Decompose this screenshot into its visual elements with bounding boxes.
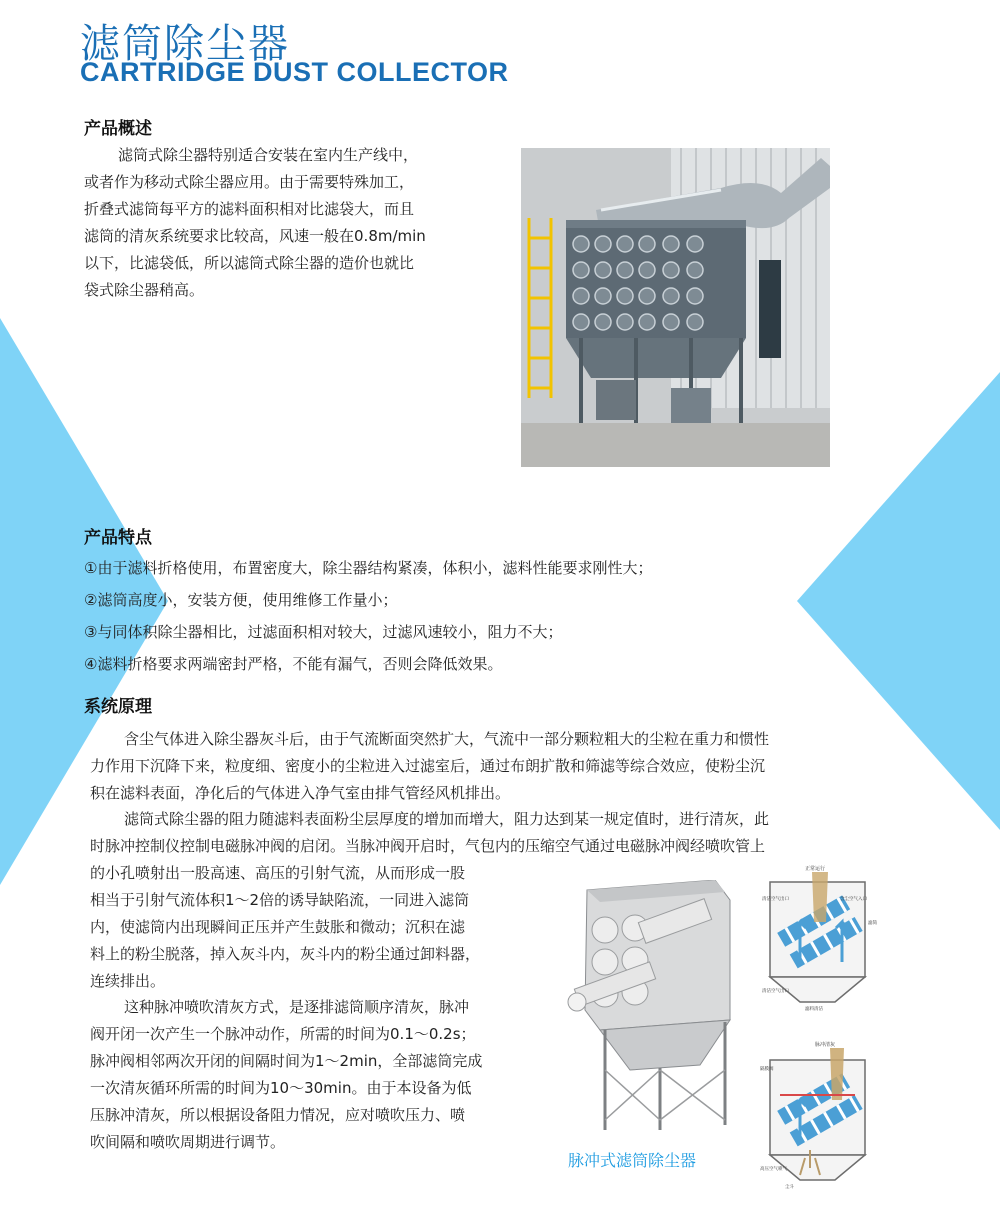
- normal-operation-diagram: [760, 862, 890, 1012]
- principle-paragraph-3: [90, 994, 540, 1156]
- principle-line: 这种脉冲喷吹清灰方式，是逐排滤筒顺序清灰，脉冲: [124, 998, 470, 1016]
- principle-line: 一次清灰循环所需的时间为10～30min。由于本设备为低: [90, 1079, 472, 1097]
- feature-item: ③与同体积除尘器相比，过滤面积相对较大，过滤风速较小，阻力不大；: [84, 623, 563, 641]
- features-list: [84, 552, 652, 680]
- principle-line: 的小孔喷射出一股高速、高压的引射气流，从而形成一股: [90, 864, 466, 882]
- diagram-label: 滤料清洁: [805, 1007, 823, 1012]
- product-photo: [521, 148, 830, 467]
- overview-line: 或者作为移动式除尘器应用。由于需要特殊加工，: [84, 173, 415, 191]
- pulse-collector-illustration: [565, 880, 740, 1135]
- principle-heading: 系统原理: [84, 697, 152, 717]
- pulse-cleaning-diagram: [760, 1040, 890, 1190]
- principle-line: 积在滤料表面，净化后的气体进入净气室由排气管经风机排出。: [90, 784, 511, 802]
- diagram-label: 含尘空气入口: [840, 897, 867, 902]
- principle-line: 时脉冲控制仪控制电磁脉冲阀的启闭。当脉冲阀开启时，气包内的压缩空气通过电磁脉冲阀经喷吹管上: [90, 837, 766, 855]
- overview-line: 袋式除尘器稍高。: [84, 281, 205, 299]
- principle-paragraph-1: [90, 726, 890, 807]
- principle-line: 内，使滤筒内出现瞬间正压并产生鼓胀和微动；沉积在滤: [90, 918, 466, 936]
- principle-line: 阀开闭一次产生一个脉冲动作，所需的时间为0.1～0.2s；: [90, 1025, 476, 1043]
- diagram-label: 清洁空气出口: [762, 989, 789, 994]
- diagram-label: 正常运行: [805, 866, 826, 872]
- principle-line: 力作用下沉降下来，粒度细、密度小的尘粒进入过滤室后，通过布朗扩散和筛滤等综合效应，使粉尘沉: [90, 757, 766, 775]
- principle-line: 连续排出。: [90, 972, 166, 990]
- feature-item: ②滤筒高度小，安装方便，使用维修工作量小；: [84, 591, 398, 609]
- principle-line: 料上的粉尘脱落，掉入灰斗内，灰斗内的粉尘通过卸料器，: [90, 945, 481, 963]
- overview-text: [84, 142, 484, 304]
- overview-line: 折叠式滤筒每平方的滤料面积相对比滤袋大，而且: [84, 200, 415, 218]
- diagram-label: 脉冲清灰: [815, 1042, 836, 1048]
- principle-line: 滤筒式除尘器的阻力随滤料表面粉尘层厚度的增加而增大，阻力达到某一规定值时，进行清灰，此: [124, 810, 770, 828]
- principle-line: 吹间隔和喷吹周期进行调节。: [90, 1133, 286, 1151]
- diagram-label: 隔膜阀: [760, 1067, 774, 1072]
- diagram-label: 滤筒: [868, 921, 877, 926]
- feature-item: ①由于滤料折格使用，布置密度大，除尘器结构紧凑，体积小，滤料性能要求刚性大；: [84, 559, 653, 577]
- feature-item: ④滤料折格要求两端密封严格，不能有漏气，否则会降低效果。: [84, 655, 503, 673]
- diagram-label: 清洁空气出口: [762, 897, 789, 902]
- principle-line: 压脉冲清灰，所以根据设备阻力情况，应对喷吹压力、喷: [90, 1106, 466, 1124]
- principle-line: 脉冲阀相邻两次开闭的间隔时间为1～2min，全部滤筒完成: [90, 1052, 483, 1070]
- figure-caption: 脉冲式滤筒除尘器: [568, 1151, 697, 1170]
- features-heading: 产品特点: [84, 528, 152, 548]
- principle-line: 含尘气体进入除尘器灰斗后，由于气流断面突然扩大，气流中一部分颗粒粗大的尘粒在重力和惯性: [124, 730, 770, 748]
- overview-heading: 产品概述: [84, 119, 152, 139]
- overview-line: 以下，比滤袋低，所以滤筒式除尘器的造价也就比: [84, 254, 415, 272]
- principle-line: 相当于引射气流体积1～2倍的诱导缺陷流，一同进入滤筒: [90, 891, 470, 909]
- page-title-cn: 滤筒除尘器: [80, 21, 290, 67]
- page-title-en: CARTRIDGE DUST COLLECTOR: [80, 57, 509, 87]
- overview-line: 滤筒的清灰系统要求比较高，风速一般在0.8m/min: [84, 227, 426, 245]
- overview-line: 滤筒式除尘器特别适合安装在室内生产线中，: [118, 146, 419, 164]
- diagram-label: 高压空气喷气: [760, 1167, 787, 1172]
- diagram-label: 尘斗: [785, 1185, 794, 1190]
